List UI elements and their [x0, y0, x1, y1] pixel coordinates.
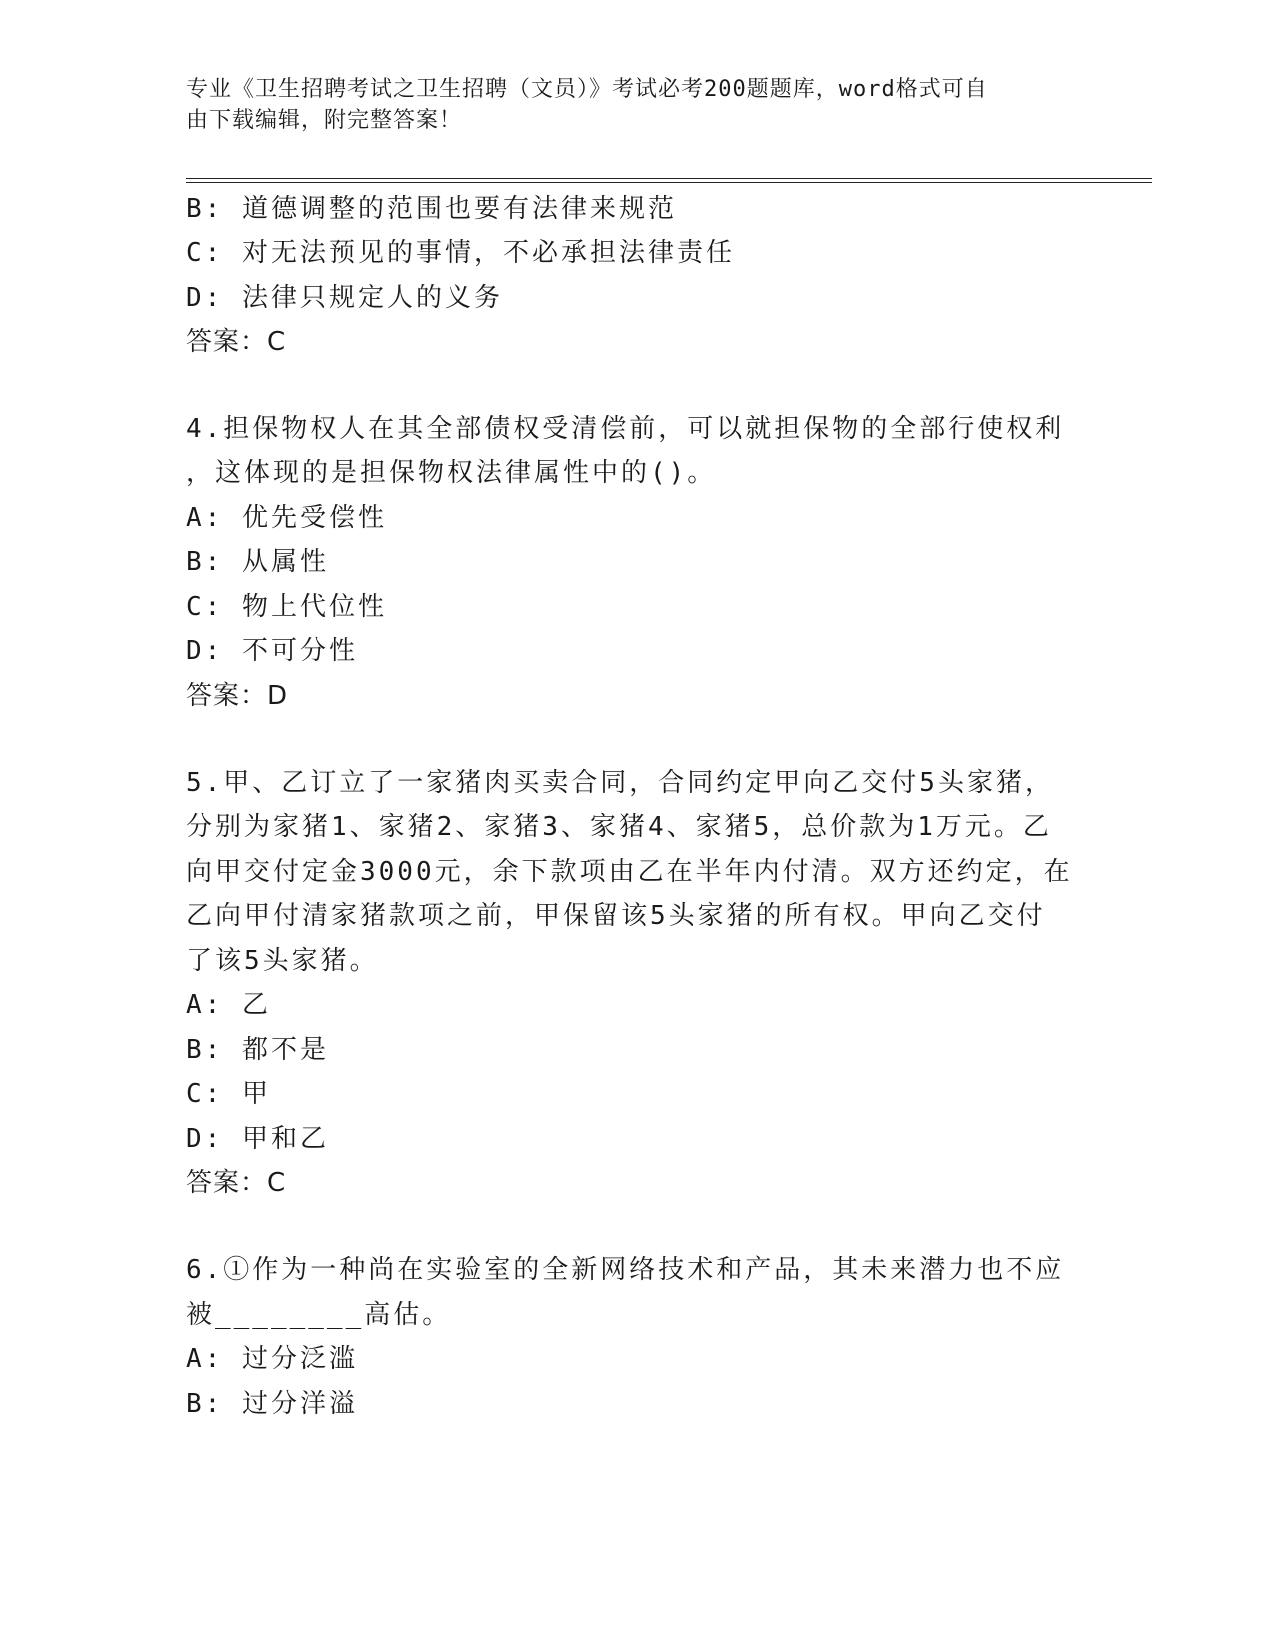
header-line-2: 由下载编辑，附完整答案！	[186, 108, 463, 133]
q6-stem-line-2: 被________高估。	[186, 1300, 452, 1330]
q4-option-c: C: 物上代位性	[186, 592, 387, 622]
document-header	[186, 74, 1066, 136]
q4-stem-line-1: 4.担保物权人在其全部债权受清偿前，可以就担保物的全部行使权利	[186, 414, 1065, 444]
q5-stem-line-2: 分别为家猪1、家猪2、家猪3、家猪4、家猪5，总价款为1万元。乙	[186, 812, 1052, 842]
q3-option-c: C: 对无法预见的事情，不必承担法律责任	[186, 238, 735, 268]
q5-stem-line-5: 了该5头家猪。	[186, 946, 379, 976]
q3-option-d: D: 法律只规定人的义务	[186, 283, 503, 313]
q3-answer: 答案：C	[186, 327, 287, 357]
q4-stem-line-2: ，这体现的是担保物权法律属性中的()。	[186, 458, 717, 488]
q5-option-d: D: 甲和乙	[186, 1124, 329, 1154]
q5-stem-line-1: 5.甲、乙订立了一家猪肉买卖合同，合同约定甲向乙交付5头家猪，	[186, 768, 1054, 798]
q6-stem-line-1: 6.①作为一种尚在实验室的全新网络技术和产品，其未来潜力也不应	[186, 1255, 1065, 1285]
q5-option-a: A: 乙	[186, 990, 271, 1020]
header-divider-top	[186, 178, 1152, 179]
header-line-1: 专业《卫生招聘考试之卫生招聘（文员）》考试必考200题题库，word格式可自	[186, 77, 988, 102]
q3-option-b: B: 道德调整的范围也要有法律来规范	[186, 194, 677, 224]
q4-option-a: A: 优先受偿性	[186, 503, 387, 533]
q4-answer: 答案：D	[186, 681, 289, 711]
q5-option-c: C: 甲	[186, 1079, 271, 1109]
q5-stem-line-3: 向甲交付定金3000元，余下款项由乙在半年内付清。双方还约定，在	[186, 857, 1073, 887]
q5-option-b: B: 都不是	[186, 1035, 329, 1065]
header-divider-bottom	[186, 182, 1152, 183]
q4-option-d: D: 不可分性	[186, 636, 358, 666]
q5-stem-line-4: 乙向甲付清家猪款项之前，甲保留该5头家猪的所有权。甲向乙交付	[186, 901, 1046, 931]
q5-answer: 答案：C	[186, 1168, 287, 1198]
q6-option-a: A: 过分泛滥	[186, 1344, 358, 1374]
q4-option-b: B: 从属性	[186, 547, 329, 577]
q6-option-b: B: 过分洋溢	[186, 1389, 358, 1419]
